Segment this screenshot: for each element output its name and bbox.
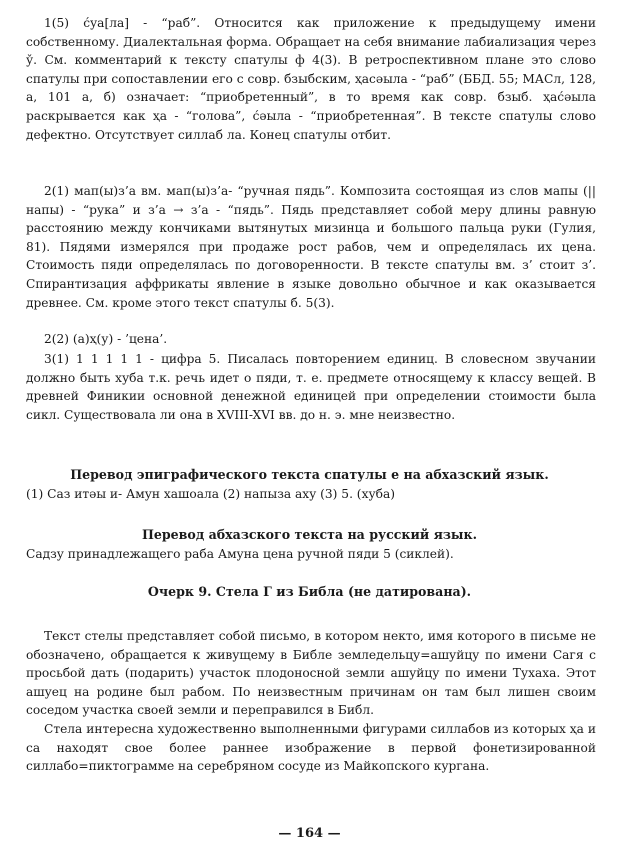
heading-abkhaz-translation: Перевод эпиграфического текста спатулы е на абхазский язык.: [70, 467, 549, 482]
commentary-paragraph-1-5: 1(5) ćуа[ла] - “раб”. Относится как приложение к предыдущему имени собственному. Диалектальная форма. Обращает на себя внимание лабиализация через у̌. См. комментарий к тексту спатулы ф 4(3). В ретроспективном плане это слово спатулы при сопоставлении его с совр. бзыбским, ҳасәыла - “раб” (ББД. 55; МАСл, 128, а, 101 а, б) означает: “приобретенный”, в то время как совр. бзыб. ҳаćәыла раскрывается как ҳа - “голова”, ćәыла - “приобретенная”. В тексте спатулы слово дефектно. Отсутствует силлаб ла. Конец спатулы отбит.: [26, 16, 596, 142]
stela-description-paragraph: Текст стелы представляет собой письмо, в котором некто, имя которого в письме не обозначено, обращается к живущему в Библе земледельцу=ашуйцу по имени Сагя с просьбой дать (подарить) участок плодоносной земли ашуйцу по имени Тухаха. Этот ашуец на родине был рабом. По неизвестным причинам он там был лишен своим соседом участка своей земли и переправился в Библ.: [26, 629, 596, 718]
essay-9-title: Очерк 9. Стела Г из Библа (не датирована).: [147, 584, 472, 599]
page-number: — 164 —: [278, 826, 341, 841]
commentary-paragraph-2-2: 2(2) (а)ҳ(у) - ’цена’.: [44, 332, 168, 346]
commentary-paragraph-2-1: 2(1) мап(ы)з’а вм. мап(ы)з’а- “ручная пядь”. Композита состоящая из слов мапы (||напы) - “рука” и з’а → з’а - “пядь”. Пядь представляет собой меру длины равную расстоянию между кончиками вытянутых мизинца и большого пальца руки (Гулия, 81). Пядями измерялся при продаже рост рабов, чем и определялась их цена. Стоимость пяди определялась по договоренности. В тексте спатулы вм. з’ стоит з’. Спирантизация аффрикаты явление в языке довольно обычное и как оказывается древнее. См. кроме этого текст спатулы б. 5(3).: [26, 184, 596, 310]
stela-syllables-paragraph: Стела интересна художественно выполненными фигурами силлабов из которых ҳа и са находят свое более раннее изображение в первой фонетизированной силлабо=пиктограмме на серебряном сосуде из Майкопского кургана.: [26, 722, 596, 774]
heading-russian-translation: Перевод абхазского текста на русский язык.: [141, 527, 478, 542]
abkhaz-translation-line: (1) Саз итәы и- Амун хашоала (2) напыза аху (3) 5. (хуба): [26, 487, 395, 501]
commentary-paragraph-3-1: 3(1) 1 1 1 1 1 - цифра 5. Писалась повторением единиц. В словесном звучании должно быть хуба т.к. речь идет о пяди, т. е. предмете относящему к классу вещей. В древней Финикии основной денежной единицей при определении стоимости была сикл. Существовала ли она в XVIII-XVI вв. до н. э. мне неизвестно.: [26, 352, 596, 422]
russian-translation-line: Садзу принадлежащего раба Амуна цена ручной пяди 5 (сиклей).: [26, 547, 454, 561]
